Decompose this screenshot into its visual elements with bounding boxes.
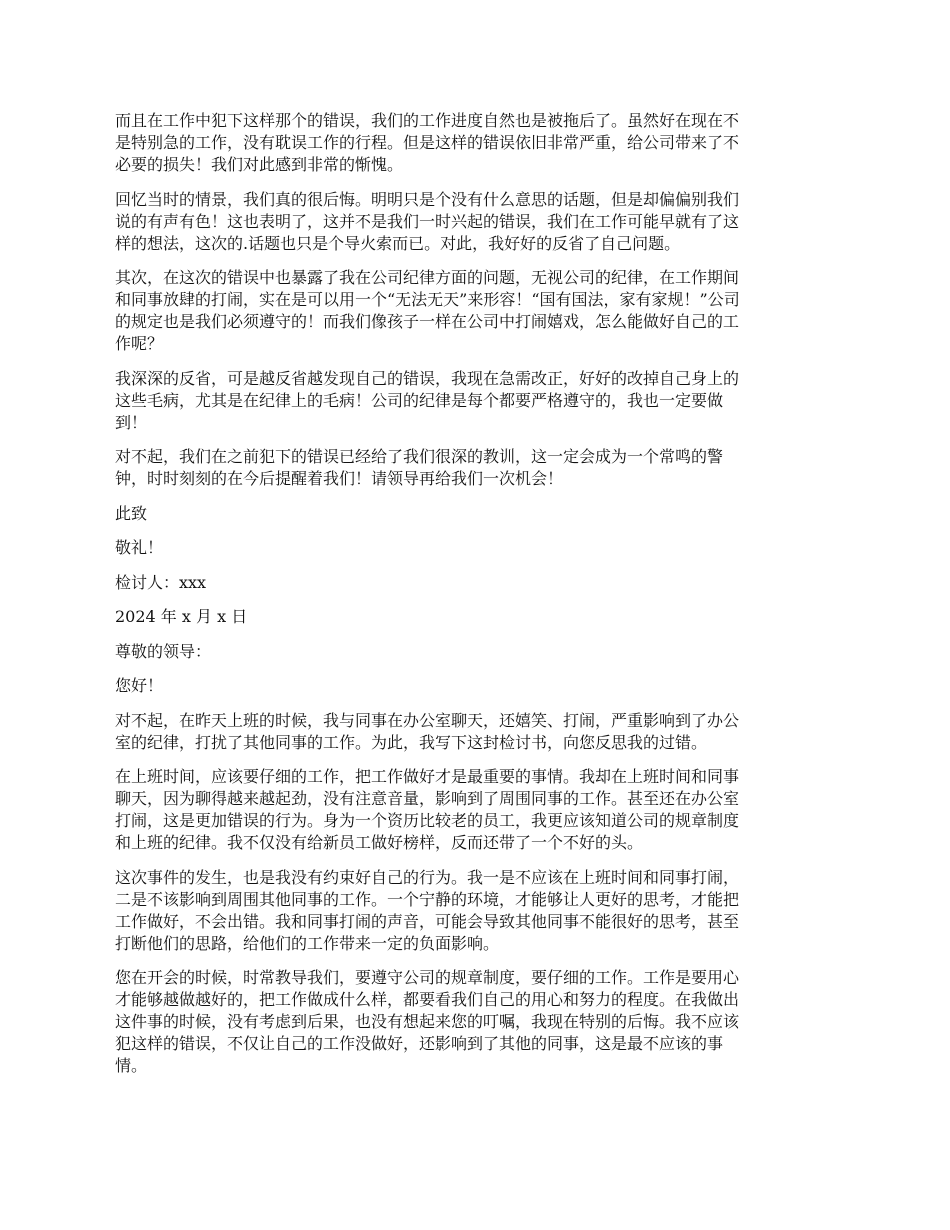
paragraph xyxy=(115,189,845,255)
paragraph xyxy=(115,867,845,955)
greeting-hello: 您好！ xyxy=(115,676,164,695)
closing-regards: 敬礼！ xyxy=(115,538,164,557)
greeting-addressee: 尊敬的领导： xyxy=(115,641,212,661)
text-line: 的规定也是我们必须遵守的！而我们像孩子一样在公司中打闹嬉戏，怎么能做好自己的工 xyxy=(115,312,740,331)
text-line: 钟，时时刻刻的在今后提醒着我们！请领导再给我们一次机会！ xyxy=(115,469,564,488)
text-line: 我深深的反省，可是越反省越发现自己的错误，我现在急需改正，好好的改掉自己身上的 xyxy=(115,368,740,388)
paragraph xyxy=(115,967,845,1077)
document-page xyxy=(115,110,845,1090)
date-line: 2024 年 x 月 x 日 xyxy=(115,607,248,626)
text-line: 说的有声有色！这也表明了，这并不是我们一时兴起的错误，我们在工作可能早就有了这 xyxy=(115,211,740,231)
text-line: 作呢？ xyxy=(115,334,164,353)
text-line: 这些毛病，尤其是在纪律上的毛病！公司的纪律是每个都要严格遵守的，我也一定要做 xyxy=(115,390,724,410)
text-line: 室的纪律，打扰了其他同事的工作。为此，我写下这封检讨书，向您反思我的过错。 xyxy=(115,732,708,752)
text-line: 是特别急的工作，没有耽误工作的行程。但是这样的错误依旧非常严重，给公司带来了不 xyxy=(115,133,740,152)
text-line: 样的想法，这次的.话题也只是个导火索而已。对此，我好好的反省了自己问题。 xyxy=(115,233,681,253)
text-line: 工作做好，不会出错。我和同事打闹的声音，可能会导致其他同事不能很好的思考，甚至 xyxy=(115,911,740,931)
paragraph xyxy=(115,368,845,434)
text-line: 其次，在这次的错误中也暴露了我在公司纪律方面的问题，无视公司的纪律，在工作期间 xyxy=(115,268,740,287)
text-line: 二是不该影响到周围其他同事的工作。一个宁静的环境，才能够让人更好的思考，才能把 xyxy=(115,889,740,909)
text-line: 才能够越做越好的，把工作做成什么样，都要看我们自己的用心和努力的程度。在我做出 xyxy=(115,990,740,1009)
text-line: 聊天，因为聊得越来越起劲，没有注意音量，影响到了周围同事的工作。甚至还在办公室 xyxy=(115,789,740,808)
text-line: 对不起，我们在之前犯下的错误已经给了我们很深的教训，这一定会成为一个常鸣的警 xyxy=(115,447,724,466)
signature-line: 检讨人：xxx xyxy=(115,572,207,592)
closing-salutation: 此致 xyxy=(115,503,148,523)
text-line: 犯这样的错误，不仅让自己的工作没做好，还影响到了其他的同事，这是最不应该的事 xyxy=(115,1034,724,1053)
text-line: 而且在工作中犯下这样那个的错误，我们的工作进度自然也是被拖后了。虽然好在现在不 xyxy=(115,111,740,130)
paragraph xyxy=(115,710,845,754)
text-line: 和上班的纪律。我不仅没有给新员工做好榜样，反而还带了一个不好的头。 xyxy=(115,833,644,852)
text-line: 您在开会的时候，时常教导我们，要遵守公司的规章制度，要仔细的工作。工作是要用心 xyxy=(115,968,740,987)
text-line: 情。 xyxy=(115,1056,148,1075)
paragraph xyxy=(115,446,845,490)
paragraph xyxy=(115,766,845,854)
text-line: 到！ xyxy=(115,412,148,432)
text-line: 这次事件的发生，也是我没有约束好自己的行为。我一是不应该在上班时间和同事打闹， xyxy=(115,867,740,887)
text-line: 必要的损失！我们对此感到非常的惭愧。 xyxy=(115,155,404,174)
paragraph xyxy=(115,267,845,355)
text-line: 在上班时间，应该要仔细的工作，把工作做好才是最重要的事情。我却在上班时间和同事 xyxy=(115,767,740,786)
text-line: 和同事放肆的打闹，实在是可以用一个“无法无天”来形容！“国有国法，家有家规！”公司 xyxy=(115,290,740,309)
text-line: 打断他们的思路，给他们的工作带来一定的负面影响。 xyxy=(115,933,500,953)
text-line: 这件事的时候，没有考虑到后果，也没有想起来您的叮嘱，我现在特别的后悔。我不应该 xyxy=(115,1012,740,1031)
paragraph xyxy=(115,110,845,176)
text-line: 回忆当时的情景，我们真的很后悔。明明只是个没有什么意思的话题，但是却偏偏别我们 xyxy=(115,189,740,209)
text-line: 打闹，这是更加错误的行为。身为一个资历比较老的员工，我更应该知道公司的规章制度 xyxy=(115,811,740,830)
text-line: 对不起，在昨天上班的时候，我与同事在办公室聊天，还嬉笑、打闹，严重影响到了办公 xyxy=(115,710,740,730)
